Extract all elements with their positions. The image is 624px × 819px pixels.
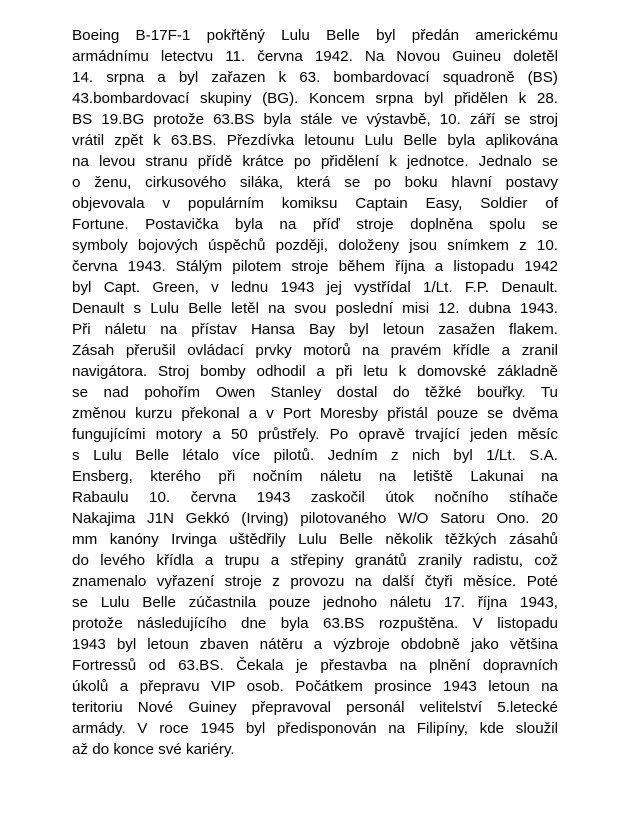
text-line-7: na levou stranu přídě krátce po přidělení k jednotce. Jednalo se xyxy=(72,153,558,170)
text-line-4: 43.bombardovací skupiny (BG). Koncem srpna byl přidělen k 28. xyxy=(72,90,558,107)
text-line-5: BS 19.BG protože 63.BS byla stále ve výstavbě, 10. září se stroj xyxy=(72,111,558,128)
text-line-12: června 1943. Stálým pilotem stroje během října a listopadu 1942 xyxy=(72,258,558,275)
text-line-16: Zásah přerušil ovládací prvky motorů na pravém křídle a zranil xyxy=(72,342,558,359)
text-line-31: Fortressů od 63.BS. Čekala je přestavba na plnění dopravních xyxy=(72,657,558,674)
body-paragraph xyxy=(72,25,558,760)
text-line-23: Rabaulu 10. června 1943 zaskočil útok nočního stíhače xyxy=(72,489,558,506)
text-line-22: Ensberg, kterého při nočním náletu na letiště Lakunai na xyxy=(72,468,558,485)
text-line-19: změnou kurzu překonal a v Port Moresby přistál pouze se dvěma xyxy=(72,405,558,422)
text-line-9: objevovala v populárním komiksu Captain Easy, Soldier of xyxy=(72,195,558,212)
text-line-10: Fortune. Postavička byla na příď stroje doplněna spolu se xyxy=(72,216,558,233)
text-line-30: 1943 byl letoun zbaven nátěru a výzbroje obdobně jako většina xyxy=(72,636,558,653)
text-line-18: se nad pohořím Owen Stanley dostal do těžké bouřky. Tu xyxy=(72,384,558,401)
text-line-24: Nakajima J1N Gekkó (Irving) pilotovaného W/O Satoru Ono. 20 xyxy=(72,510,558,527)
text-line-20: fungujícími motory a 50 průstřely. Po opravě trvající jeden měsíc xyxy=(72,426,558,443)
text-line-11: symboly bojových úspěchů později, doloženy jsou snímkem z 10. xyxy=(72,237,558,254)
text-line-25: mm kanóny Irvinga uštědřily Lulu Belle několik těžkých zásahů xyxy=(72,531,558,548)
text-line-17: navigátora. Stroj bomby odhodil a při letu k domovské základně xyxy=(72,363,558,380)
text-line-26: do levého křídla a trupu a střepiny granátů zranily radistu, což xyxy=(72,552,558,569)
text-line-32: úkolů a přepravu VIP osob. Počátkem prosince 1943 letoun na xyxy=(72,678,558,695)
text-line-33: teritoriu Nové Guiney přepravoval personál velitelství 5.letecké xyxy=(72,699,558,716)
text-line-2: armádnímu letectvu 11. června 1942. Na Novou Guineu doletěl xyxy=(72,48,558,65)
text-line-8: o ženu, cirkusového siláka, která se po boku hlavní postavy xyxy=(72,174,558,191)
text-line-34: armády. V roce 1945 byl předisponován na Filipíny, kde sloužil xyxy=(72,720,558,737)
text-line-28: se Lulu Belle zúčastnila pouze jednoho náletu 17. října 1943, xyxy=(72,594,558,611)
text-line-27: znamenalo vyřazení stroje z provozu na další čtyři měsíce. Poté xyxy=(72,573,558,590)
text-line-13: byl Capt. Green, v lednu 1943 jej vystřídal 1/Lt. F.P. Denault. xyxy=(72,279,558,296)
text-line-14: Denault s Lulu Belle letěl na svou poslední misi 12. dubna 1943. xyxy=(72,300,558,317)
text-line-3: 14. srpna a byl zařazen k 63. bombardovací squadroně (BS) xyxy=(72,69,558,86)
text-line-21: s Lulu Belle létalo více pilotů. Jedním z nich byl 1/Lt. S.A. xyxy=(72,447,558,464)
text-line-1: Boeing B-17F-1 pokřtěný Lulu Belle byl předán americkému xyxy=(72,27,558,44)
text-line-6: vrátil zpět k 63.BS. Přezdívka letounu Lulu Belle byla aplikována xyxy=(72,132,558,149)
text-line-35: až do konce své kariéry. xyxy=(72,741,235,758)
text-line-15: Při náletu na přístav Hansa Bay byl letoun zasažen flakem. xyxy=(72,321,558,338)
text-line-29: protože následujícího dne byla 63.BS rozpuštěna. V listopadu xyxy=(72,615,558,632)
